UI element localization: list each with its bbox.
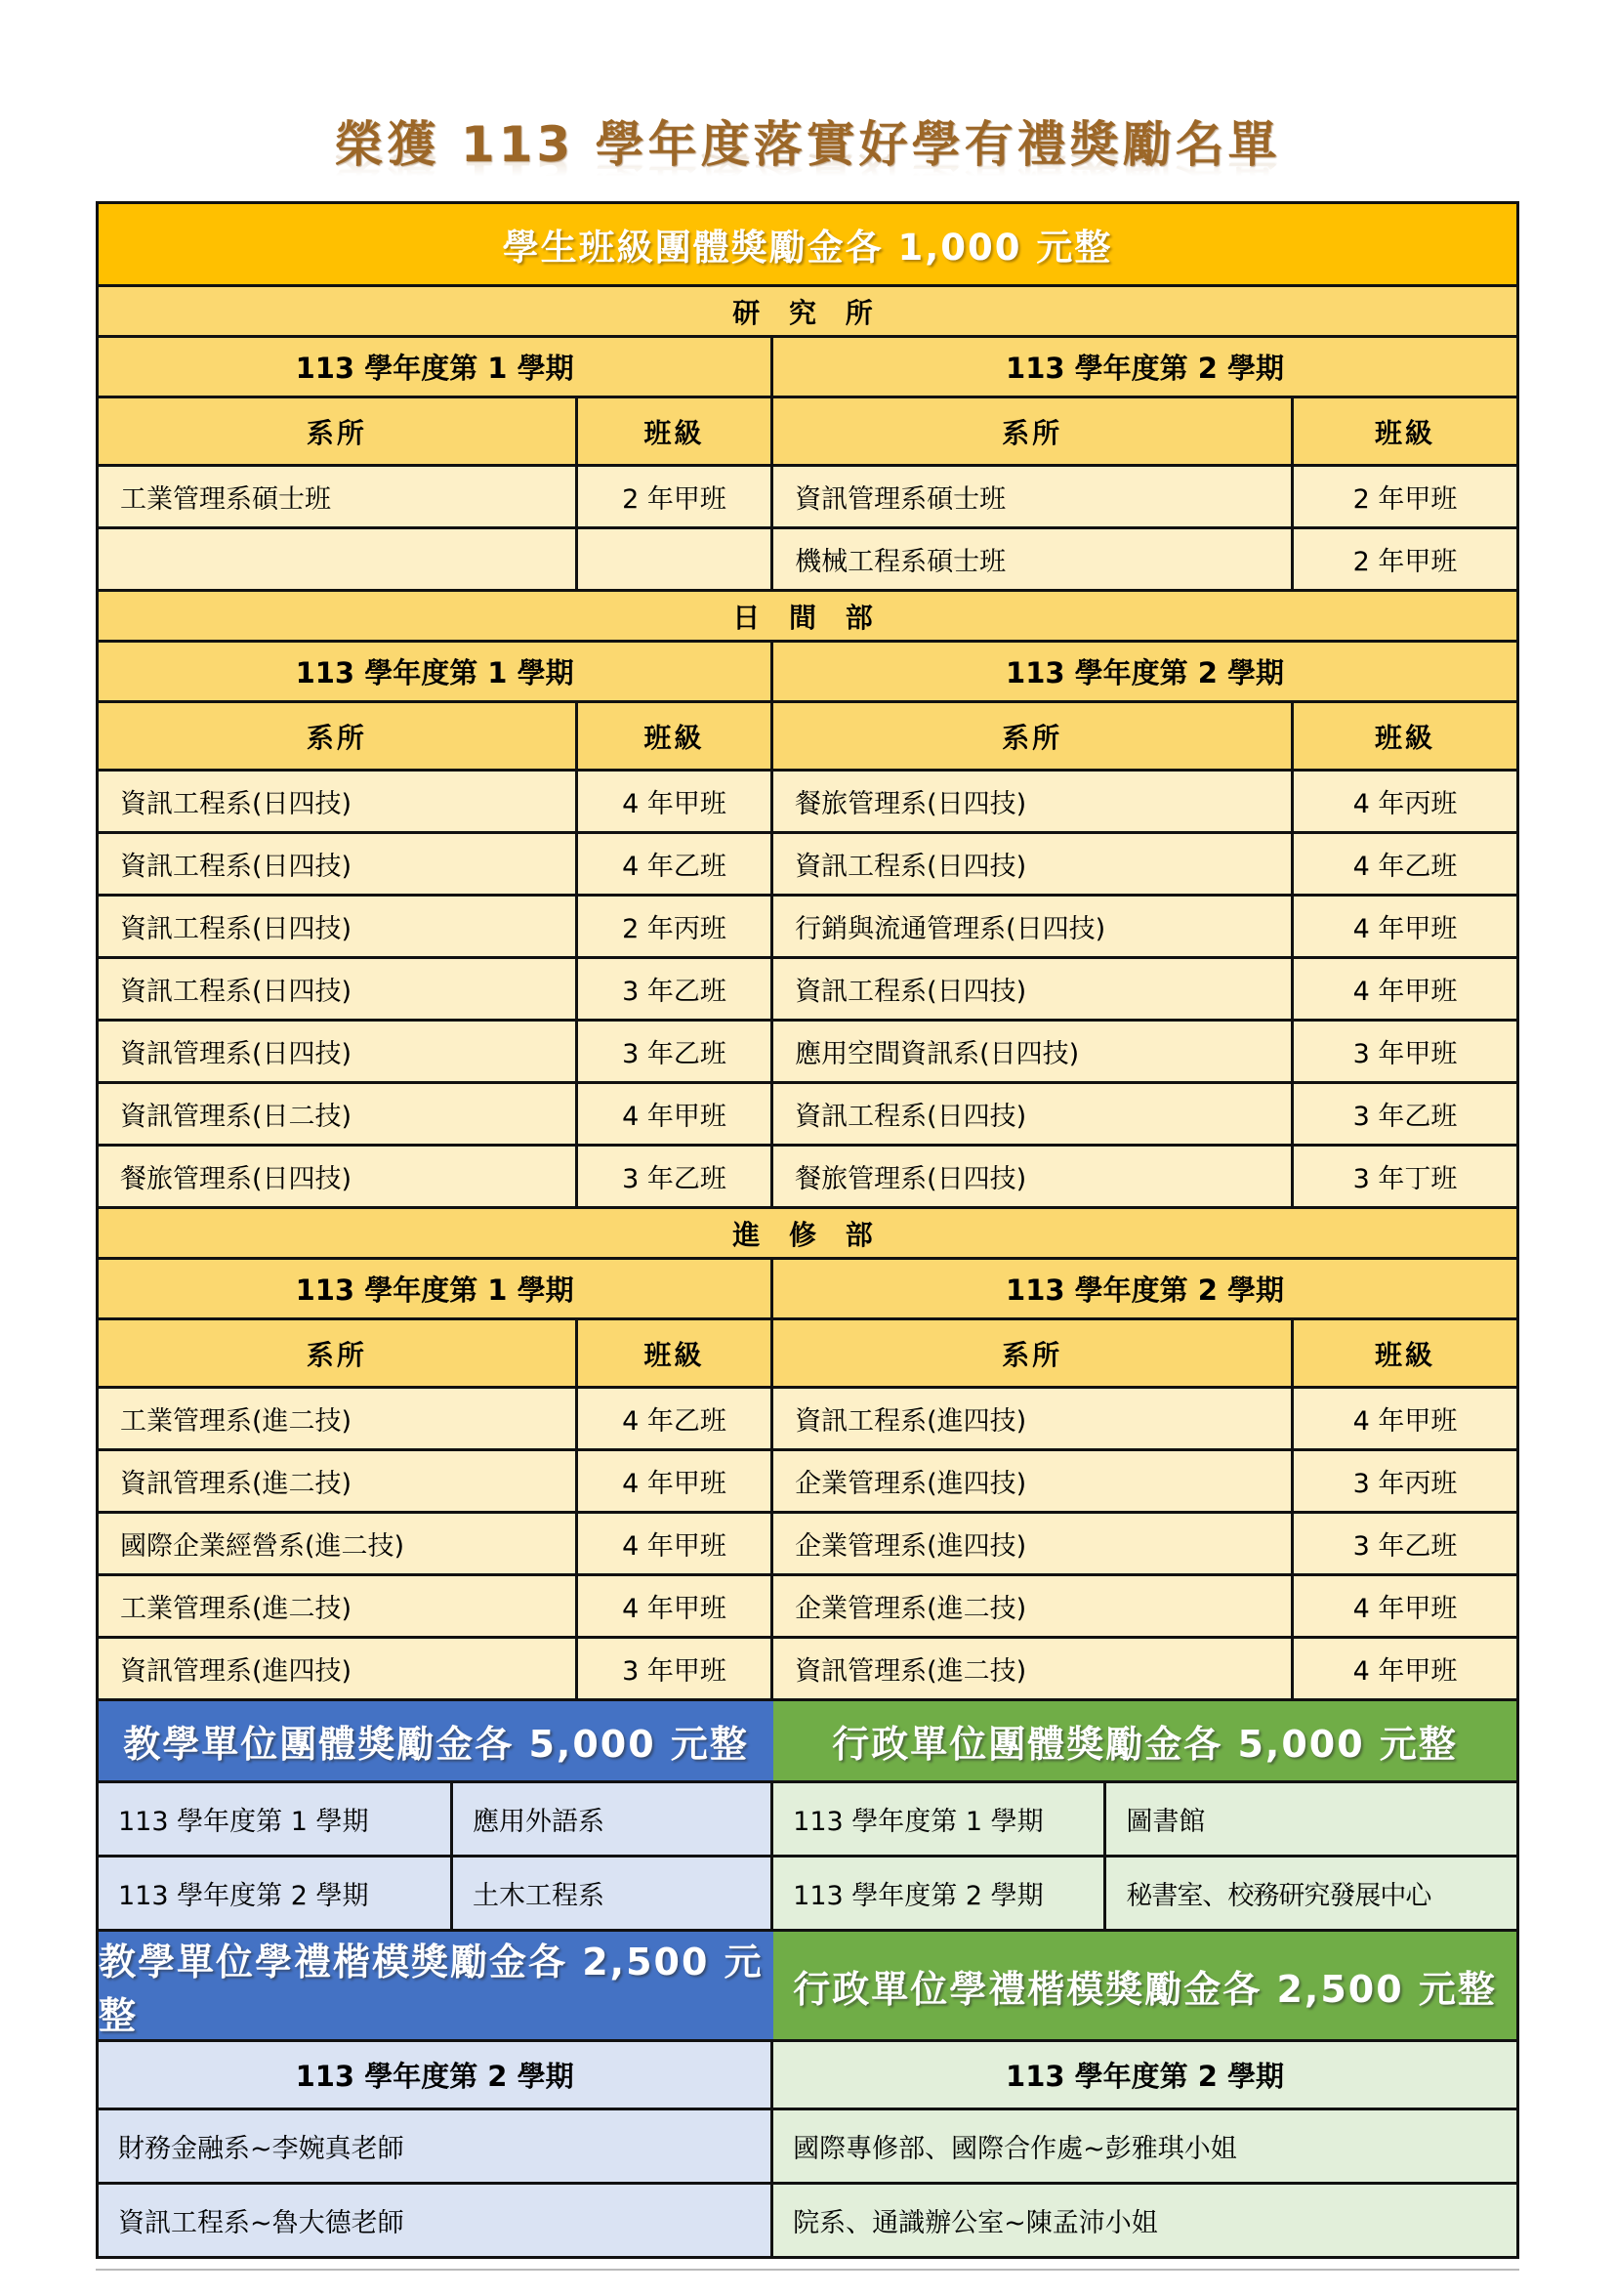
dept-col-header: 系所 <box>99 398 578 464</box>
teaching-model-cell: 財務金融系~李婉真老師 <box>99 2110 773 2182</box>
model2500-row <box>99 2182 1516 2256</box>
page-title: 榮獲 113 學年度落實好學有禮獎勵名單 <box>334 116 1281 173</box>
dept-cell: 國際企業經營系(進二技) <box>99 1514 578 1573</box>
class-col-header: 班級 <box>1374 1338 1435 1371</box>
semester2-header: 113 學年度第 2 學期 <box>1006 1273 1285 1307</box>
dept-col-header: 系所 <box>99 1320 578 1386</box>
evening-semester-header-row <box>99 1257 1516 1317</box>
class-cell <box>578 529 773 589</box>
class-col-header: 班級 <box>578 703 773 769</box>
model2500-semester-row <box>99 2039 1516 2108</box>
admin-5000-header: 行政單位團體獎勵金各 5,000 元整 <box>773 1701 1516 1780</box>
graduate-column-header-row <box>99 396 1516 464</box>
dept-cell: 資訊管理系碩士班 <box>773 467 1294 526</box>
class-cell: 4 年丙班 <box>1352 789 1458 819</box>
graduate-semester-header-row <box>99 335 1516 396</box>
student-group-header-label: 學生班級團體獎勵金各 1,000 元整 <box>502 227 1113 269</box>
award-table <box>96 201 1519 2259</box>
class-cell: 3 年乙班 <box>578 959 773 1019</box>
dept-cell: 資訊工程系(日四技) <box>99 959 578 1019</box>
admin-model-cell: 院系、通識辦公室~陳孟沛小姐 <box>773 2185 1516 2256</box>
class-cell: 3 年丙班 <box>1352 1469 1458 1499</box>
dept-cell: 資訊工程系(日四技) <box>99 834 578 894</box>
table-row <box>99 956 1516 1019</box>
table-row <box>99 831 1516 894</box>
table-row <box>99 769 1516 831</box>
table-row <box>99 526 1516 589</box>
class-col-header: 班級 <box>1374 721 1435 754</box>
dept-cell: 資訊工程系(日四技) <box>773 1084 1294 1144</box>
dept-cell <box>99 529 578 589</box>
class-cell: 4 年乙班 <box>1352 852 1458 882</box>
class-cell: 2 年丙班 <box>578 897 773 956</box>
dept-cell: 工業管理系(進二技) <box>99 1576 578 1636</box>
class-col-header: 班級 <box>578 1320 773 1386</box>
dept-cell: 資訊工程系(日四技) <box>773 959 1294 1019</box>
day-semester-header-row <box>99 640 1516 700</box>
class-cell: 3 年乙班 <box>1352 1102 1458 1132</box>
section-band-graduate-label: 研 究 所 <box>732 296 883 329</box>
model2500-row <box>99 2108 1516 2182</box>
dept-cell: 資訊管理系(日四技) <box>99 1022 578 1081</box>
class-col-header: 班級 <box>578 398 773 464</box>
semester1-header: 113 學年度第 1 學期 <box>99 338 773 396</box>
dept-cell: 企業管理系(進四技) <box>773 1451 1294 1511</box>
dept-cell: 資訊管理系(進二技) <box>773 1639 1294 1698</box>
dept-cell: 企業管理系(進二技) <box>773 1576 1294 1636</box>
class-cell: 3 年乙班 <box>1352 1531 1458 1562</box>
table-row <box>99 1636 1516 1698</box>
class-cell: 4 年甲班 <box>1352 977 1458 1007</box>
class-cell: 4 年甲班 <box>578 1084 773 1144</box>
group5000-header-row <box>99 1698 1516 1780</box>
semester1-header: 113 學年度第 1 學期 <box>99 1260 773 1317</box>
admin-2500-header: 行政單位學禮楷模獎勵金各 2,500 元整 <box>773 1932 1516 2039</box>
semester2-header: 113 學年度第 2 學期 <box>1006 656 1285 689</box>
dept-cell: 資訊管理系(進二技) <box>99 1451 578 1511</box>
dept-cell: 餐旅管理系(日四技) <box>773 1147 1294 1206</box>
dept-cell: 資訊工程系(日四技) <box>99 897 578 956</box>
dept-cell: 機械工程系碩士班 <box>773 529 1294 589</box>
teaching-sub-semester: 113 學年度第 2 學期 <box>99 2042 773 2108</box>
title-area <box>0 0 1615 176</box>
dept-cell: 資訊工程系(日四技) <box>99 772 578 831</box>
admin-unit-cell: 圖書館 <box>1106 1783 1516 1855</box>
class-cell: 4 年乙班 <box>578 1389 773 1448</box>
model2500-header-row <box>99 1929 1516 2039</box>
evening-column-header-row <box>99 1317 1516 1386</box>
class-cell: 4 年乙班 <box>578 834 773 894</box>
group5000-row <box>99 1780 1516 1855</box>
section-band-evening <box>99 1206 1516 1257</box>
teaching-2500-header: 教學單位學禮楷模獎勵金各 2,500 元整 <box>99 1932 773 2039</box>
teaching-model-cell: 資訊工程系~魯大德老師 <box>99 2185 773 2256</box>
teaching-unit-cell: 土木工程系 <box>453 1858 773 1929</box>
table-bottom-edge <box>96 2259 1519 2271</box>
class-cell: 4 年甲班 <box>578 1451 773 1511</box>
dept-cell: 企業管理系(進四技) <box>773 1514 1294 1573</box>
semester2-header: 113 學年度第 2 學期 <box>1006 352 1285 385</box>
dept-col-header: 系所 <box>773 1320 1294 1386</box>
dept-cell: 資訊工程系(進四技) <box>773 1389 1294 1448</box>
table-row <box>99 894 1516 956</box>
section-band-graduate <box>99 284 1516 335</box>
dept-col-header: 系所 <box>99 703 578 769</box>
admin-semester-cell: 113 學年度第 2 學期 <box>773 1858 1106 1929</box>
semester1-header: 113 學年度第 1 學期 <box>99 643 773 700</box>
teaching-unit-cell: 應用外語系 <box>453 1783 773 1855</box>
admin-semester-cell: 113 學年度第 1 學期 <box>773 1783 1106 1855</box>
table-row <box>99 1448 1516 1511</box>
dept-cell: 資訊管理系(日二技) <box>99 1084 578 1144</box>
table-row <box>99 1573 1516 1636</box>
section-band-day-label: 日 間 部 <box>732 601 883 634</box>
dept-cell: 工業管理系碩士班 <box>99 467 578 526</box>
dept-cell: 資訊管理系(進四技) <box>99 1639 578 1698</box>
table-row <box>99 1144 1516 1206</box>
admin-unit-cell: 秘書室、校務研究發展中心 <box>1106 1858 1516 1929</box>
table-row <box>99 1081 1516 1144</box>
class-cell: 4 年甲班 <box>1352 1406 1458 1437</box>
dept-cell: 工業管理系(進二技) <box>99 1389 578 1448</box>
class-cell: 4 年甲班 <box>1352 1656 1458 1687</box>
group5000-row <box>99 1855 1516 1929</box>
class-cell: 3 年乙班 <box>578 1147 773 1206</box>
class-cell: 3 年丁班 <box>1352 1164 1458 1194</box>
class-cell: 4 年甲班 <box>1352 914 1458 944</box>
table-row <box>99 1386 1516 1448</box>
dept-cell: 餐旅管理系(日四技) <box>773 772 1294 831</box>
class-cell: 2 年甲班 <box>1352 484 1458 515</box>
class-cell: 4 年甲班 <box>578 1576 773 1636</box>
class-cell: 4 年甲班 <box>578 1514 773 1573</box>
section-band-evening-label: 進 修 部 <box>732 1218 883 1251</box>
teaching-semester-cell: 113 學年度第 1 學期 <box>99 1783 453 1855</box>
day-column-header-row <box>99 700 1516 769</box>
admin-model-cell: 國際專修部、國際合作處~彭雅琪小姐 <box>773 2110 1516 2182</box>
table-row <box>99 464 1516 526</box>
class-cell: 3 年乙班 <box>578 1022 773 1081</box>
class-col-header: 班級 <box>1374 416 1435 449</box>
dept-cell: 應用空間資訊系(日四技) <box>773 1022 1294 1081</box>
teaching-semester-cell: 113 學年度第 2 學期 <box>99 1858 453 1929</box>
class-cell: 2 年甲班 <box>1352 547 1458 577</box>
teaching-5000-header: 教學單位團體獎勵金各 5,000 元整 <box>99 1701 773 1780</box>
dept-cell: 餐旅管理系(日四技) <box>99 1147 578 1206</box>
student-group-header <box>99 204 1516 284</box>
class-cell: 3 年甲班 <box>578 1639 773 1698</box>
class-cell: 3 年甲班 <box>1352 1039 1458 1069</box>
dept-cell: 行銷與流通管理系(日四技) <box>773 897 1294 956</box>
class-cell: 4 年甲班 <box>578 772 773 831</box>
dept-cell: 資訊工程系(日四技) <box>773 834 1294 894</box>
table-row <box>99 1019 1516 1081</box>
class-cell: 4 年甲班 <box>1352 1594 1458 1624</box>
table-row <box>99 1511 1516 1573</box>
admin-sub-semester: 113 學年度第 2 學期 <box>773 2042 1516 2108</box>
dept-col-header: 系所 <box>773 398 1294 464</box>
section-band-day <box>99 589 1516 640</box>
dept-col-header: 系所 <box>773 703 1294 769</box>
class-cell: 2 年甲班 <box>578 467 773 526</box>
